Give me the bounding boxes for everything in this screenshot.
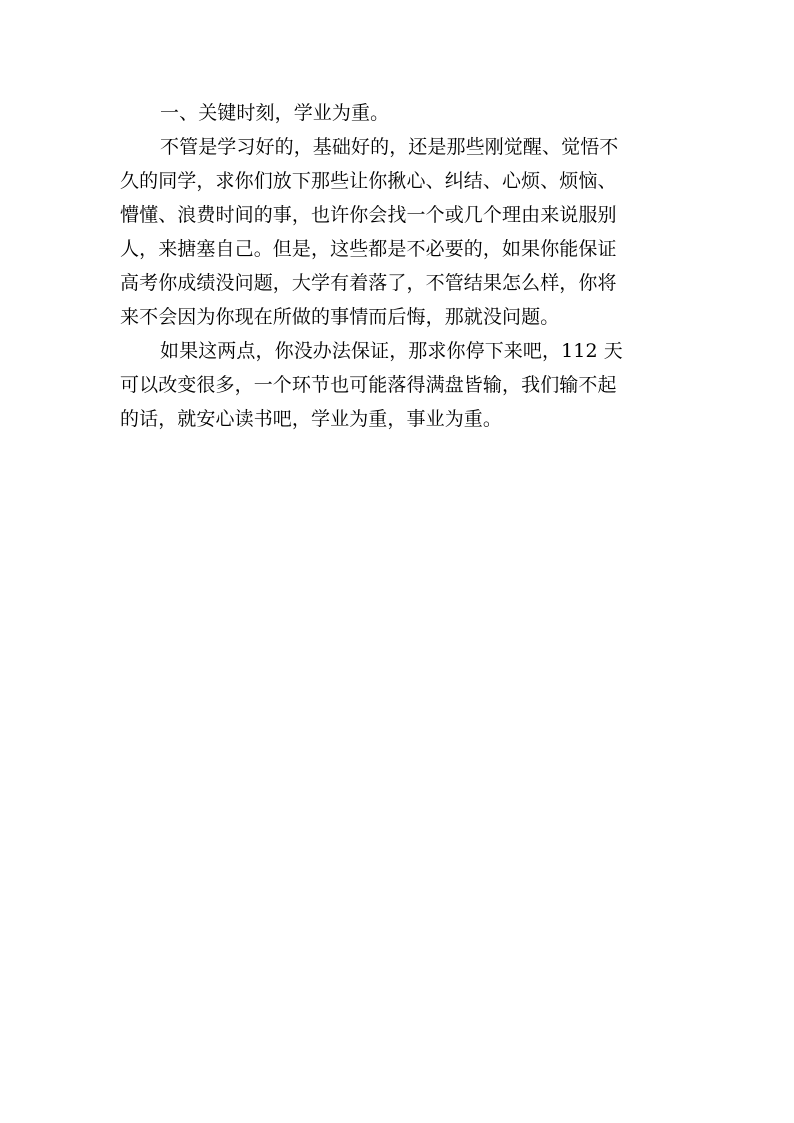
paragraph-2-line-1: 如果这两点，你没办法保证，那求你停下来吧，112 天 (160, 340, 623, 362)
paragraph-1-line-2: 久的同学，求你们放下那些让你揪心、纠结、心烦、烦恼、 (120, 170, 617, 192)
paragraph-2-line-2: 可以改变很多，一个环节也可能落得满盘皆输，我们输不起 (120, 374, 617, 396)
paragraph-1-line-1: 不管是学习好的，基础好的，还是那些刚觉醒、觉悟不 (160, 136, 619, 158)
paragraph-1-line-4: 人，来搪塞自己。但是，这些都是不必要的，如果你能保证 (120, 238, 617, 260)
paragraph-1-line-5: 高考你成绩没问题，大学有着落了，不管结果怎么样，你将 (120, 272, 617, 294)
paragraph-1-line-6: 来不会因为你现在所做的事情而后悔，那就没问题。 (120, 306, 560, 328)
document-body (120, 103, 690, 443)
section-heading: 一、关键时刻，学业为重。 (160, 102, 390, 124)
paragraph-1-line-3: 懵懂、浪费时间的事，也许你会找一个或几个理由来说服别 (120, 204, 617, 226)
paragraph-2-line-3: 的话，就安心读书吧，学业为重，事业为重。 (120, 408, 503, 430)
